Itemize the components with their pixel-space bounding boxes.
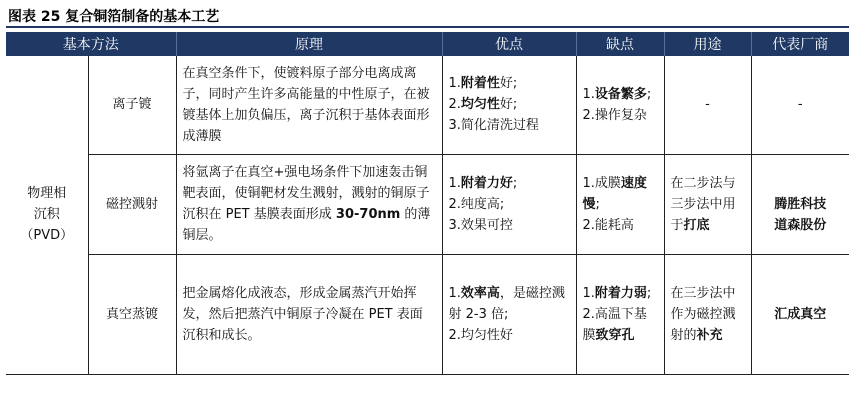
pros-item: 1.效率高，是磁控溅射 2-3 倍; [448, 285, 565, 322]
vendor-cell [751, 254, 849, 374]
cons-item: 2.能耗高 [582, 217, 634, 233]
header-usage: 用途 [664, 32, 751, 56]
vendor-text: 腾胜科技 道森股份 [774, 196, 827, 233]
usage-cell: 在三步法中作为磁控溅射的补充 [664, 254, 751, 374]
principle-text: 在真空条件下，使镀料原子部分电离成离子，同时产生许多高能量的中性原子，在被镀基体上加负偏压，离子沉积于基体表面形成薄膜 [182, 65, 430, 144]
method-cell: 离子镀 [88, 56, 176, 154]
principle-cell [176, 56, 442, 154]
process-table [6, 32, 849, 375]
principle-cell: 将氩离子在真空+强电场条件下加速轰击铜靶表面，使铜靶材发生溅射，溅射的铜原子沉积在 PET 基膜表面形成 30-70nm 的薄铜层。 [176, 154, 442, 254]
cons-cell [576, 56, 664, 154]
category-line: （PVD） [20, 228, 74, 244]
header-method: 基本方法 [6, 32, 176, 56]
method-cell: 真空蒸镀 [88, 254, 176, 374]
pros-item: 2.均匀性好; [448, 97, 518, 113]
header-row [6, 32, 849, 56]
figure-title: 图表 25 复合铜箔制备的基本工艺 [8, 9, 220, 25]
header-principle: 原理 [176, 32, 442, 56]
vendor-text: 汇成真空 [774, 306, 827, 322]
pros-item: 2.均匀性好 [448, 327, 513, 343]
cons-item: 1.成膜速度慢; [582, 175, 647, 212]
cons-cell [576, 154, 664, 254]
pros-cell [442, 154, 576, 254]
header-pros: 优点 [442, 32, 576, 56]
pros-item: 2.纯度高; [448, 196, 505, 212]
header-vendor: 代表厂商 [751, 32, 849, 56]
category-cell [6, 56, 88, 374]
pros-cell [442, 254, 576, 374]
principle-cell [176, 254, 442, 374]
vendor-cell [751, 154, 849, 254]
method-cell: 磁控溅射 [88, 154, 176, 254]
usage-cell: 在二步法与三步法中用于打底 [664, 154, 751, 254]
principle-text: 把金属熔化成液态，形成金属蒸汽开始挥发，然后把蒸汽中铜原子冷凝在 PET 表面沉积和成长。 [182, 285, 423, 343]
pros-item: 1.附着性好; [448, 76, 518, 92]
pros-item: 1.附着力好; [448, 175, 518, 191]
header-cons: 缺点 [576, 32, 664, 56]
category-line: 沉积 [33, 207, 60, 223]
table-row [6, 154, 849, 254]
cons-item: 1.附着力弱; [582, 285, 652, 301]
cons-item: 2.高温下基膜致穿孔 [582, 306, 647, 343]
category-line: 物理相 [27, 186, 67, 202]
table-row [6, 56, 849, 154]
pros-item: 3.效果可控 [448, 217, 513, 233]
usage-cell: - [664, 56, 751, 154]
cons-item: 1.设备繁多; [582, 86, 652, 102]
cons-cell [576, 254, 664, 374]
table-row [6, 254, 849, 374]
figure-title-bar [6, 4, 849, 28]
vendor-cell: - [751, 56, 849, 154]
cons-item: 2.操作复杂 [582, 107, 647, 123]
pros-item: 3.简化清洗过程 [448, 118, 539, 134]
pros-cell [442, 56, 576, 154]
